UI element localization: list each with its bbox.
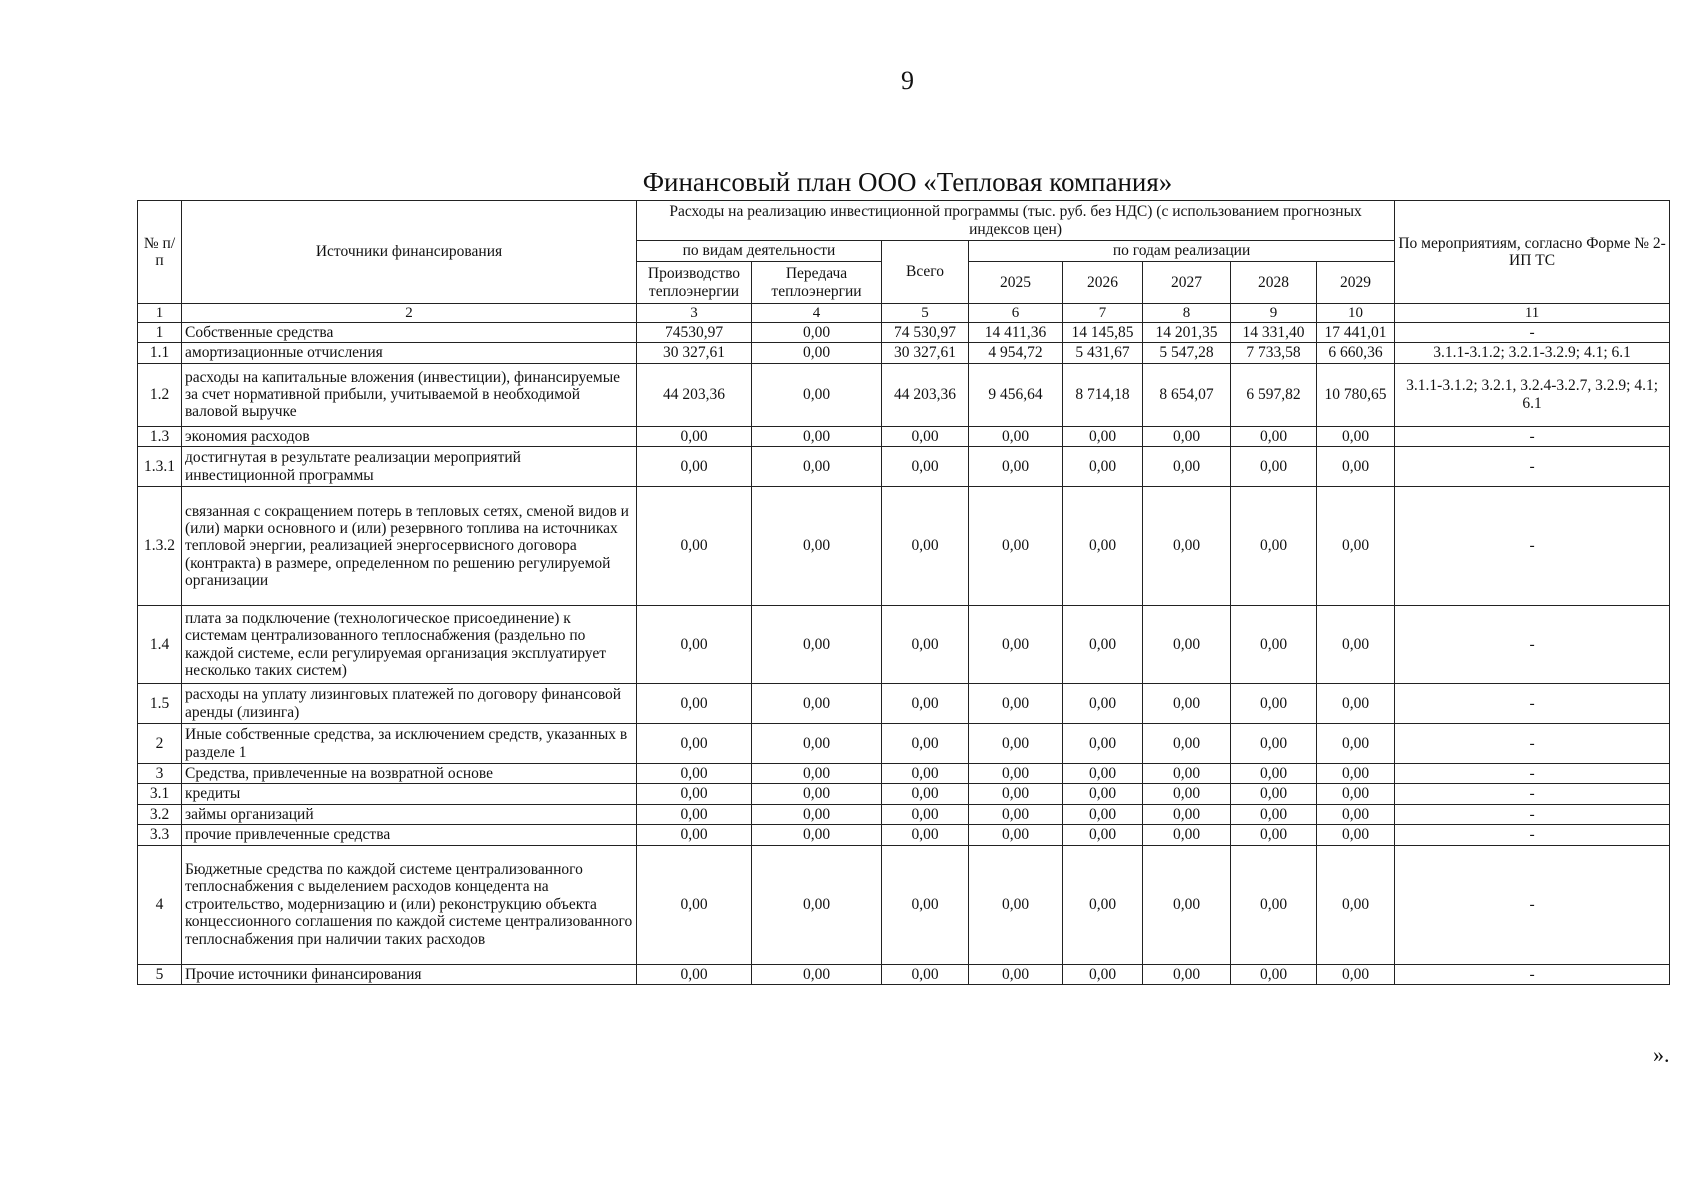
amount-cell: 0,00 — [1231, 804, 1317, 824]
amount-cell: 0,00 — [637, 964, 752, 984]
amount-cell: 0,00 — [1063, 447, 1143, 487]
measures-cell: - — [1395, 724, 1670, 764]
header-by-activity: по видам деятельности — [637, 241, 882, 262]
header-year-2027: 2027 — [1143, 262, 1231, 304]
measures-cell: - — [1395, 447, 1670, 487]
measures-cell: - — [1395, 606, 1670, 684]
row-number: 1.5 — [138, 684, 182, 724]
amount-cell: 0,00 — [882, 964, 969, 984]
row-number: 5 — [138, 964, 182, 984]
amount-cell: 8 714,18 — [1063, 363, 1143, 426]
amount-cell: 0,00 — [1231, 487, 1317, 606]
amount-cell: 0,00 — [1143, 764, 1231, 784]
measures-cell: - — [1395, 845, 1670, 964]
amount-cell: 0,00 — [882, 487, 969, 606]
amount-cell: 0,00 — [1231, 426, 1317, 446]
amount-cell: 0,00 — [1231, 684, 1317, 724]
amount-cell: 0,00 — [1143, 684, 1231, 724]
table-row — [138, 323, 1670, 343]
amount-cell: 0,00 — [969, 825, 1063, 845]
amount-cell: 0,00 — [637, 426, 752, 446]
page-number: 9 — [901, 66, 914, 95]
amount-cell: 0,00 — [637, 487, 752, 606]
amount-cell: 0,00 — [969, 845, 1063, 964]
amount-cell: 0,00 — [882, 426, 969, 446]
amount-cell: 0,00 — [969, 964, 1063, 984]
table-row — [138, 964, 1670, 984]
amount-cell: 0,00 — [1231, 964, 1317, 984]
amount-cell: 0,00 — [752, 964, 882, 984]
funding-source: амортизационные отчисления — [182, 343, 637, 363]
amount-cell: 0,00 — [637, 764, 752, 784]
header-year-2028: 2028 — [1231, 262, 1317, 304]
amount-cell: 30 327,61 — [637, 343, 752, 363]
column-number: 7 — [1063, 304, 1143, 323]
funding-source: займы организаций — [182, 804, 637, 824]
amount-cell: 0,00 — [882, 825, 969, 845]
measures-cell: - — [1395, 825, 1670, 845]
amount-cell: 0,00 — [752, 684, 882, 724]
amount-cell: 0,00 — [752, 804, 882, 824]
row-number: 1.4 — [138, 606, 182, 684]
header-measures: По мероприятиям, согласно Форме № 2-ИП ТС — [1395, 201, 1670, 304]
row-number: 1.3 — [138, 426, 182, 446]
amount-cell: 0,00 — [882, 845, 969, 964]
amount-cell: 0,00 — [637, 784, 752, 804]
amount-cell: 0,00 — [1231, 447, 1317, 487]
amount-cell: 0,00 — [1317, 764, 1395, 784]
header-total: Всего — [882, 241, 969, 304]
amount-cell: 0,00 — [1143, 606, 1231, 684]
measures-cell: - — [1395, 426, 1670, 446]
amount-cell: 0,00 — [882, 764, 969, 784]
amount-cell: 0,00 — [1143, 426, 1231, 446]
amount-cell: 0,00 — [882, 684, 969, 724]
measures-cell: 3.1.1-3.1.2; 3.2.1-3.2.9; 4.1; 6.1 — [1395, 343, 1670, 363]
amount-cell: 0,00 — [969, 606, 1063, 684]
row-number: 1 — [138, 323, 182, 343]
measures-cell: 3.1.1-3.1.2; 3.2.1, 3.2.4-3.2.7, 3.2.9; 4.1; 6.1 — [1395, 363, 1670, 426]
amount-cell: 14 411,36 — [969, 323, 1063, 343]
amount-cell: 0,00 — [1063, 784, 1143, 804]
amount-cell: 0,00 — [969, 764, 1063, 784]
amount-cell: 0,00 — [1063, 764, 1143, 784]
row-number: 2 — [138, 724, 182, 764]
column-number: 9 — [1231, 304, 1317, 323]
funding-source: прочие привлеченные средства — [182, 825, 637, 845]
amount-cell: 0,00 — [752, 606, 882, 684]
table-row — [138, 487, 1670, 606]
amount-cell: 0,00 — [1063, 724, 1143, 764]
amount-cell: 6 660,36 — [1317, 343, 1395, 363]
amount-cell: 5 431,67 — [1063, 343, 1143, 363]
amount-cell: 0,00 — [1317, 447, 1395, 487]
table-row — [138, 724, 1670, 764]
amount-cell: 0,00 — [1143, 845, 1231, 964]
amount-cell: 5 547,28 — [1143, 343, 1231, 363]
header-production: Производство теплоэнергии — [637, 262, 752, 304]
column-number: 3 — [637, 304, 752, 323]
table-row — [138, 447, 1670, 487]
funding-source: Прочие источники финансирования — [182, 964, 637, 984]
amount-cell: 0,00 — [637, 447, 752, 487]
header-number: № п/п — [138, 201, 182, 304]
column-number: 8 — [1143, 304, 1231, 323]
amount-cell: 0,00 — [1317, 487, 1395, 606]
funding-source: расходы на капитальные вложения (инвестиции), финансируемые за счет нормативной прибыли, учитываемой в необходимой валовой выручке — [182, 363, 637, 426]
amount-cell: 0,00 — [1317, 426, 1395, 446]
funding-source: кредиты — [182, 784, 637, 804]
amount-cell: 0,00 — [1143, 487, 1231, 606]
measures-cell: - — [1395, 804, 1670, 824]
financial-plan-table — [137, 200, 1670, 985]
amount-cell: 6 597,82 — [1231, 363, 1317, 426]
amount-cell: 8 654,07 — [1143, 363, 1231, 426]
amount-cell: 0,00 — [1231, 764, 1317, 784]
table-row — [138, 784, 1670, 804]
amount-cell: 0,00 — [882, 804, 969, 824]
amount-cell: 0,00 — [752, 724, 882, 764]
amount-cell: 0,00 — [752, 784, 882, 804]
funding-source: связанная с сокращением потерь в тепловых сетях, сменой видов и (или) марки основного и (или) резервного топлива на источниках тепловой энергии, реализацией энергосервисного договора (контракта) в размере, определенном по решению регулируемой организации — [182, 487, 637, 606]
header-source: Источники финансирования — [182, 201, 637, 304]
amount-cell: 9 456,64 — [969, 363, 1063, 426]
amount-cell: 0,00 — [1317, 964, 1395, 984]
row-number: 1.3.1 — [138, 447, 182, 487]
row-number: 3 — [138, 764, 182, 784]
measures-cell: - — [1395, 684, 1670, 724]
amount-cell: 0,00 — [1317, 684, 1395, 724]
amount-cell: 0,00 — [752, 447, 882, 487]
amount-cell: 0,00 — [1231, 784, 1317, 804]
row-number: 4 — [138, 845, 182, 964]
amount-cell: 0,00 — [1143, 784, 1231, 804]
amount-cell: 0,00 — [637, 845, 752, 964]
amount-cell: 0,00 — [882, 724, 969, 764]
amount-cell: 30 327,61 — [882, 343, 969, 363]
amount-cell: 0,00 — [969, 684, 1063, 724]
amount-cell: 0,00 — [637, 606, 752, 684]
table-row — [138, 825, 1670, 845]
amount-cell: 0,00 — [882, 784, 969, 804]
amount-cell: 0,00 — [1317, 784, 1395, 804]
measures-cell: - — [1395, 964, 1670, 984]
column-number: 5 — [882, 304, 969, 323]
column-number: 2 — [182, 304, 637, 323]
amount-cell: 0,00 — [752, 323, 882, 343]
row-number: 1.1 — [138, 343, 182, 363]
amount-cell: 0,00 — [1231, 825, 1317, 845]
header-year-2029: 2029 — [1317, 262, 1395, 304]
table-row — [138, 764, 1670, 784]
amount-cell: 0,00 — [882, 447, 969, 487]
row-number: 1.3.2 — [138, 487, 182, 606]
table-row — [138, 606, 1670, 684]
header-year-2026: 2026 — [1063, 262, 1143, 304]
measures-cell: - — [1395, 764, 1670, 784]
amount-cell: 0,00 — [1231, 724, 1317, 764]
amount-cell: 0,00 — [969, 447, 1063, 487]
amount-cell: 0,00 — [752, 845, 882, 964]
column-number: 10 — [1317, 304, 1395, 323]
document-title: Финансовый план ООО «Тепловая компания» — [642, 167, 1173, 197]
column-number: 1 — [138, 304, 182, 323]
amount-cell: 0,00 — [1317, 845, 1395, 964]
amount-cell: 0,00 — [752, 825, 882, 845]
header-transfer: Передача теплоэнергии — [752, 262, 882, 304]
row-number: 3.1 — [138, 784, 182, 804]
funding-source: расходы на уплату лизинговых платежей по договору финансовой аренды (лизинга) — [182, 684, 637, 724]
table-row — [138, 804, 1670, 824]
amount-cell: 0,00 — [637, 804, 752, 824]
amount-cell: 0,00 — [1063, 684, 1143, 724]
column-number: 4 — [752, 304, 882, 323]
measures-cell: - — [1395, 323, 1670, 343]
amount-cell: 0,00 — [882, 606, 969, 684]
amount-cell: 0,00 — [1143, 724, 1231, 764]
amount-cell: 0,00 — [969, 804, 1063, 824]
funding-source: Бюджетные средства по каждой системе централизованного теплоснабжения с выделением расходов концедента на строительство, модернизацию и (или) реконструкцию объекта концессионного соглашения по каждой системе централизованного теплоснабжения при наличии таких расходов — [182, 845, 637, 964]
row-number: 1.2 — [138, 363, 182, 426]
amount-cell: 0,00 — [969, 784, 1063, 804]
amount-cell: 0,00 — [969, 724, 1063, 764]
amount-cell: 14 145,85 — [1063, 323, 1143, 343]
amount-cell: 0,00 — [752, 764, 882, 784]
funding-source: достигнутая в результате реализации мероприятий инвестиционной программы — [182, 447, 637, 487]
funding-source: плата за подключение (технологическое присоединение) к системам централизованного теплоснабжения (раздельно по каждой системе, если регулируемая организация эксплуатирует несколько таких систем) — [182, 606, 637, 684]
table-row — [138, 684, 1670, 724]
funding-source: экономия расходов — [182, 426, 637, 446]
closing-quote-mark: ». — [1653, 1042, 1670, 1067]
column-number: 11 — [1395, 304, 1670, 323]
amount-cell: 44 203,36 — [637, 363, 752, 426]
amount-cell: 0,00 — [1063, 845, 1143, 964]
amount-cell: 0,00 — [1317, 724, 1395, 764]
amount-cell: 0,00 — [637, 684, 752, 724]
amount-cell: 0,00 — [1231, 606, 1317, 684]
amount-cell: 0,00 — [969, 487, 1063, 606]
amount-cell: 0,00 — [969, 426, 1063, 446]
header-expenses: Расходы на реализацию инвестиционной программы (тыс. руб. без НДС) (с использованием прогнозных индексов цен) — [637, 201, 1395, 241]
amount-cell: 0,00 — [637, 724, 752, 764]
amount-cell: 0,00 — [1143, 804, 1231, 824]
amount-cell: 0,00 — [637, 825, 752, 845]
amount-cell: 0,00 — [1063, 804, 1143, 824]
funding-source: Средства, привлеченные на возвратной основе — [182, 764, 637, 784]
amount-cell: 0,00 — [1063, 825, 1143, 845]
amount-cell: 0,00 — [752, 426, 882, 446]
amount-cell: 0,00 — [1063, 606, 1143, 684]
amount-cell: 0,00 — [1317, 825, 1395, 845]
measures-cell: - — [1395, 487, 1670, 606]
amount-cell: 44 203,36 — [882, 363, 969, 426]
column-number-row — [138, 304, 1670, 323]
amount-cell: 0,00 — [1063, 487, 1143, 606]
amount-cell: 10 780,65 — [1317, 363, 1395, 426]
table-row — [138, 845, 1670, 964]
amount-cell: 14 201,35 — [1143, 323, 1231, 343]
amount-cell: 17 441,01 — [1317, 323, 1395, 343]
amount-cell: 0,00 — [752, 343, 882, 363]
amount-cell: 0,00 — [1063, 964, 1143, 984]
row-number: 3.3 — [138, 825, 182, 845]
table-row — [138, 426, 1670, 446]
column-number: 6 — [969, 304, 1063, 323]
row-number: 3.2 — [138, 804, 182, 824]
amount-cell: 0,00 — [752, 363, 882, 426]
amount-cell: 0,00 — [752, 487, 882, 606]
amount-cell: 0,00 — [1143, 964, 1231, 984]
amount-cell: 74530,97 — [637, 323, 752, 343]
amount-cell: 0,00 — [1231, 845, 1317, 964]
amount-cell: 0,00 — [1063, 426, 1143, 446]
header-by-years: по годам реализации — [969, 241, 1395, 262]
amount-cell: 7 733,58 — [1231, 343, 1317, 363]
measures-cell: - — [1395, 784, 1670, 804]
amount-cell: 0,00 — [1143, 447, 1231, 487]
amount-cell: 4 954,72 — [969, 343, 1063, 363]
table-row — [138, 343, 1670, 363]
funding-source: Иные собственные средства, за исключением средств, указанных в разделе 1 — [182, 724, 637, 764]
amount-cell: 0,00 — [1317, 606, 1395, 684]
amount-cell: 0,00 — [1143, 825, 1231, 845]
table-row — [138, 363, 1670, 426]
amount-cell: 0,00 — [1317, 804, 1395, 824]
amount-cell: 74 530,97 — [882, 323, 969, 343]
funding-source: Собственные средства — [182, 323, 637, 343]
header-year-2025: 2025 — [969, 262, 1063, 304]
amount-cell: 14 331,40 — [1231, 323, 1317, 343]
